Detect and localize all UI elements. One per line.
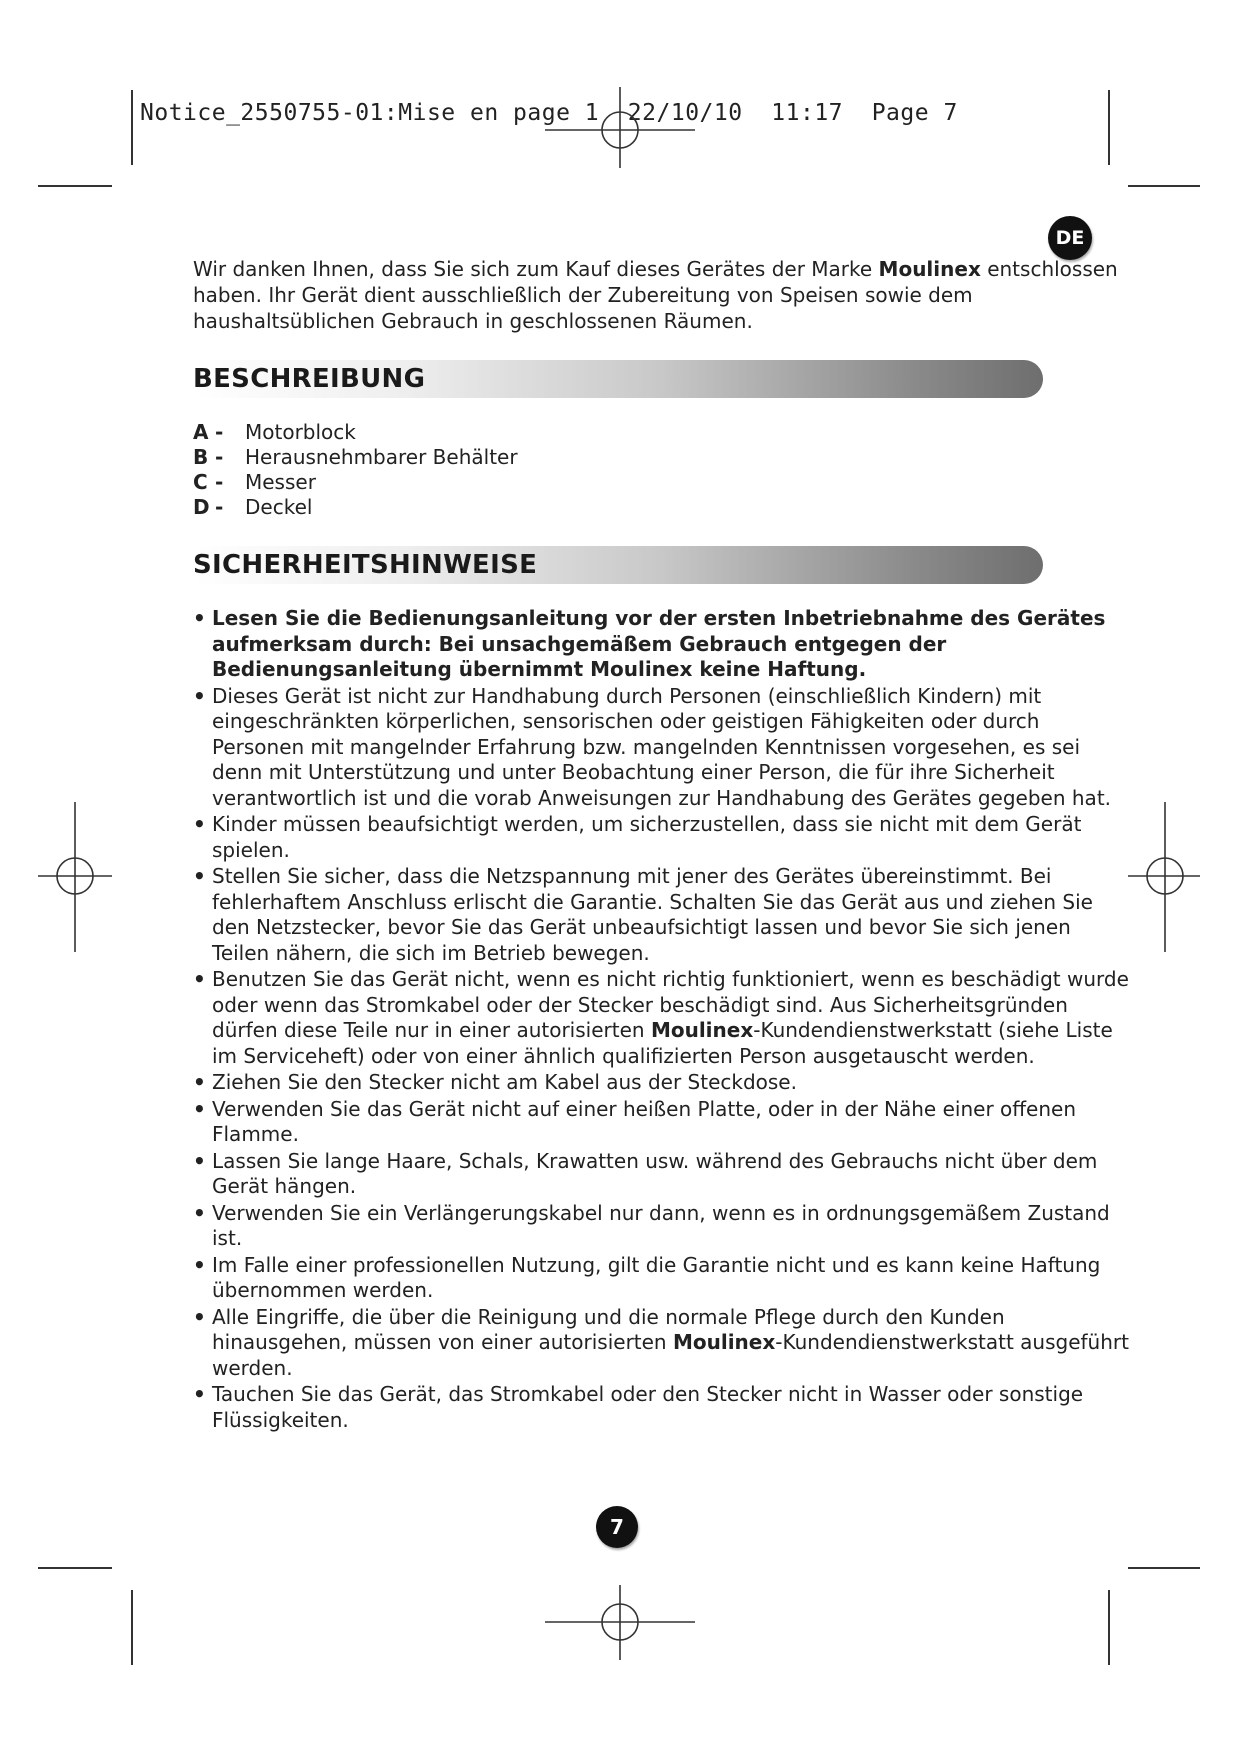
safety-list xyxy=(193,606,1133,1433)
registration-mark-bottom xyxy=(545,1585,695,1660)
safety-item: • Stellen Sie sicher, dass die Netzspannung mit jener des Gerätes übereinstimmt. Bei fehlerhaftem Anschluss erlischt die Garantie. Schalten Sie das Gerät aus und ziehen Sie den Netzstecker, bevor Sie das Gerät unbeaufsichtigt lassen und bevor Sie sich jenen Teilen nähern, die sich im Betrieb bewegen. xyxy=(193,864,1133,966)
safety-item: • Lassen Sie lange Haare, Schals, Krawatten usw. während des Gebrauchs nicht über dem Gerät hängen. xyxy=(193,1149,1133,1200)
safety-item: • Kinder müssen beaufsichtigt werden, um sicherzustellen, dass sie nicht mit dem Gerät spielen. xyxy=(193,812,1133,863)
safety-item: • Dieses Gerät ist nicht zur Handhabung durch Personen (einschließlich Kindern) mit eingeschränkten körperlichen, sensorischen oder geistigen Fähigkeiten oder durch Personen mit mangelnder Erfahrung bzw. mangelnden Kenntnissen vorgesehen, es sei denn mit Unterstützung und unter Beobachtung einer Person, die für ihre Sicherheit verantwortlich ist und die vorab Anweisungen zur Handhabung des Gerätes gegeben hat. xyxy=(193,684,1133,812)
intro-brand: Moulinex xyxy=(878,257,981,281)
safety-item: • Tauchen Sie das Gerät, das Stromkabel oder den Stecker nicht in Wasser oder sonstige Flüssigkeiten. xyxy=(193,1382,1133,1433)
registration-mark-left xyxy=(38,802,112,952)
intro-paragraph xyxy=(193,256,1133,334)
description-item: C - Messer xyxy=(193,470,316,494)
intro-text-before: Wir danken Ihnen, dass Sie sich zum Kauf dieses Gerätes der Marke xyxy=(193,257,879,281)
safety-item: • Ziehen Sie den Stecker nicht am Kabel aus der Steckdose. xyxy=(193,1070,1133,1096)
page-number-badge: 7 xyxy=(596,1506,638,1548)
registration-mark-top xyxy=(545,87,695,168)
safety-item: • Benutzen Sie das Gerät nicht, wenn es nicht richtig funktioniert, wenn es beschädigt wurde oder wenn das Stromkabel oder der Stecker beschädigt sind. Aus Sicherheitsgründen dürfen diese Teile nur in einer autorisierten Moulinex-Kundendienstwerkstatt (siehe Liste im Serviceheft) oder von einer ähnlich qualifizierten Person ausgetauscht werden. xyxy=(193,967,1133,1069)
description-item: B - Herausnehmbarer Behälter xyxy=(193,445,518,469)
section-header-safety xyxy=(193,546,1133,584)
safety-item: • Lesen Sie die Bedienungsanleitung vor der ersten Inbetriebnahme des Gerätes aufmerksam durch: Bei unsachgemäßem Gebrauch entgegen der Bedienungsanleitung übernimmt Moulinex keine Haftung. xyxy=(193,606,1133,683)
description-list xyxy=(193,420,1133,520)
safety-item: • Alle Eingriffe, die über die Reinigung und die normale Pflege durch den Kunden hinausgehen, müssen von einer autorisierten Moulinex-Kundendienstwerkstatt ausgeführt werden. xyxy=(193,1305,1133,1382)
safety-item: • Im Falle einer professionellen Nutzung, gilt die Garantie nicht und es kann keine Haftung übernommen werden. xyxy=(193,1253,1133,1304)
safety-item: • Verwenden Sie ein Verlängerungskabel nur dann, wenn es in ordnungsgemäßem Zustand ist. xyxy=(193,1201,1133,1252)
print-slug: Notice_2550755-01:Mise en page 1 22/10/10 11:17 Page 7 xyxy=(140,100,958,126)
section-header-description xyxy=(193,360,1133,398)
page-content xyxy=(193,256,1133,1434)
section-title-description: BESCHREIBUNG xyxy=(193,364,426,394)
description-item: D - Deckel xyxy=(193,495,313,519)
section-title-safety: SICHERHEITSHINWEISE xyxy=(193,550,538,580)
intro-text-after: entschlossen haben. Ihr Gerät dient ausschließlich der Zubereitung von Speisen sowie dem haushaltsüblichen Gebrauch in geschlossenen Räumen. xyxy=(193,257,1118,333)
safety-item: • Verwenden Sie das Gerät nicht auf einer heißen Platte, oder in der Nähe einer offenen Flamme. xyxy=(193,1097,1133,1148)
description-item: A - Motorblock xyxy=(193,420,356,444)
language-badge: DE xyxy=(1048,216,1092,260)
registration-mark-right xyxy=(1128,802,1200,952)
